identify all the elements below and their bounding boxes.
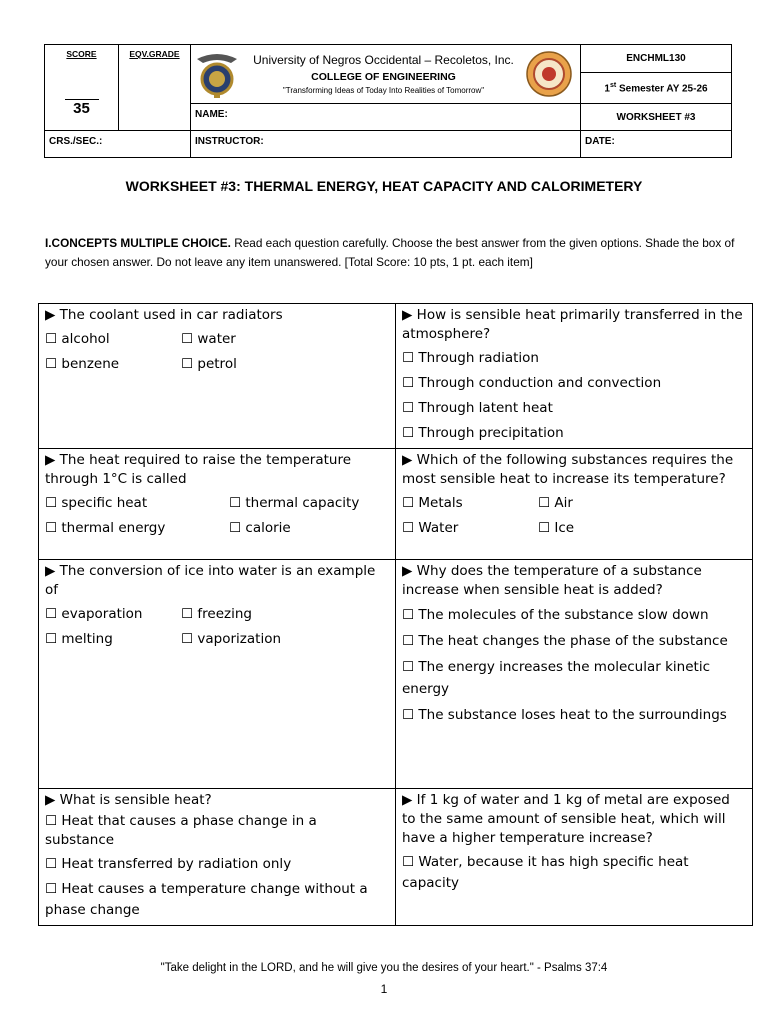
- option[interactable]: ☐ alcohol: [45, 331, 110, 347]
- header-table: [44, 44, 732, 158]
- question-3: [39, 449, 396, 560]
- option[interactable]: ☐ Through conduction and convection: [402, 375, 662, 391]
- option[interactable]: ☐ Water: [402, 520, 459, 536]
- question-text: ▶ The heat required to raise the temperature through 1°C is called: [45, 452, 351, 487]
- page-number: 1: [380, 982, 388, 996]
- instructions-text: Read each question carefully. Choose the best answer from the given options. Shade the box of your chosen answer. Do not leave any item unanswered. [Total Score: 10 pts, 1 pt. each item]: [45, 236, 735, 269]
- question-text: ▶ The conversion of ice into water is an example of: [45, 563, 376, 598]
- option[interactable]: ☐ The substance loses heat to the surroundings: [402, 707, 727, 723]
- footer-verse: "Take delight in the LORD, and he will give you the desires of your heart." - Psalms 37:4: [160, 962, 608, 974]
- instructions: [45, 234, 735, 272]
- option[interactable]: ☐ benzene: [45, 356, 120, 372]
- option[interactable]: ☐ Heat that causes a phase change in a substance: [45, 813, 317, 848]
- option[interactable]: ☐ The heat changes the phase of the substance: [402, 633, 728, 649]
- question-5: [39, 560, 396, 789]
- engineering-seal-icon: [526, 51, 572, 97]
- crs-sec-field[interactable]: CRS./SEC.:: [45, 131, 191, 158]
- university-cell: [191, 45, 581, 104]
- option[interactable]: ☐ Through precipitation: [402, 425, 564, 441]
- question-8: [396, 789, 753, 926]
- option[interactable]: ☐ Heat transferred by radiation only: [45, 856, 292, 872]
- option[interactable]: ☐ petrol: [181, 356, 237, 372]
- option[interactable]: ☐ Air: [538, 495, 573, 511]
- option[interactable]: ☐ vaporization: [181, 631, 282, 647]
- question-text: ▶ Why does the temperature of a substance increase when sensible heat is added?: [402, 563, 702, 598]
- college-name: COLLEGE OF ENGINEERING: [311, 71, 456, 83]
- score-label: SCORE: [66, 49, 97, 59]
- option[interactable]: ☐ Through radiation: [402, 350, 539, 366]
- score-cell: [45, 45, 119, 131]
- option[interactable]: ☐ thermal capacity: [229, 495, 360, 511]
- option[interactable]: ☐ melting: [45, 631, 113, 647]
- option[interactable]: ☐ Heat causes a temperature change without a phase change: [45, 881, 368, 918]
- option[interactable]: ☐ The energy increases the molecular kinetic energy: [402, 659, 711, 697]
- question-text: ▶ If 1 kg of water and 1 kg of metal are exposed to the same amount of sensible heat, which will have a higher temperature increase?: [402, 792, 730, 846]
- option[interactable]: ☐ specific heat: [45, 495, 148, 511]
- instructions-heading: I.CONCEPTS MULTIPLE CHOICE.: [45, 236, 231, 250]
- option[interactable]: ☐ evaporation: [45, 606, 143, 622]
- college-tagline: "Transforming Ideas of Today Into Realities of Tomorrow": [282, 86, 485, 95]
- university-name: University of Negros Occidental – Recoletos, Inc.: [253, 53, 514, 67]
- eqv-grade-cell: [119, 45, 191, 131]
- option[interactable]: ☐ The molecules of the substance slow down: [402, 607, 709, 623]
- question-7: [39, 789, 396, 926]
- eqv-grade-label: EQV.GRADE: [129, 49, 180, 59]
- question-2: [396, 304, 753, 449]
- option[interactable]: ☐ Metals: [402, 495, 463, 511]
- instructor-field[interactable]: INSTRUCTOR:: [191, 131, 581, 158]
- option[interactable]: ☐ freezing: [181, 606, 252, 622]
- question-text: ▶ What is sensible heat?: [45, 792, 212, 808]
- name-field[interactable]: NAME:: [191, 104, 581, 131]
- option[interactable]: ☐ calorie: [229, 520, 291, 536]
- option[interactable]: ☐ water: [181, 331, 236, 347]
- question-4: [396, 449, 753, 560]
- option[interactable]: ☐ Water, because it has high specific heat capacity: [402, 854, 689, 891]
- option[interactable]: ☐ Ice: [538, 520, 575, 536]
- score-total: 35: [73, 100, 90, 117]
- question-text: ▶ How is sensible heat primarily transferred in the atmosphere?: [402, 307, 743, 342]
- option[interactable]: ☐ Through latent heat: [402, 400, 553, 416]
- option[interactable]: ☐ thermal energy: [45, 520, 166, 536]
- worksheet-number: WORKSHEET #3: [581, 104, 732, 131]
- question-1: [39, 304, 396, 449]
- semester: 1st Semester AY 25-26: [581, 73, 732, 104]
- questions-table: [38, 303, 753, 926]
- university-seal-icon: [195, 49, 239, 99]
- worksheet-title: WORKSHEET #3: THERMAL ENERGY, HEAT CAPACITY AND CALORIMETERY: [125, 178, 643, 194]
- date-field[interactable]: DATE:: [581, 131, 732, 158]
- course-code: ENCHML130: [581, 45, 732, 73]
- question-text: ▶ The coolant used in car radiators: [45, 307, 283, 323]
- question-text: ▶ Which of the following substances requires the most sensible heat to increase its temperature?: [402, 452, 734, 487]
- question-6: [396, 560, 753, 789]
